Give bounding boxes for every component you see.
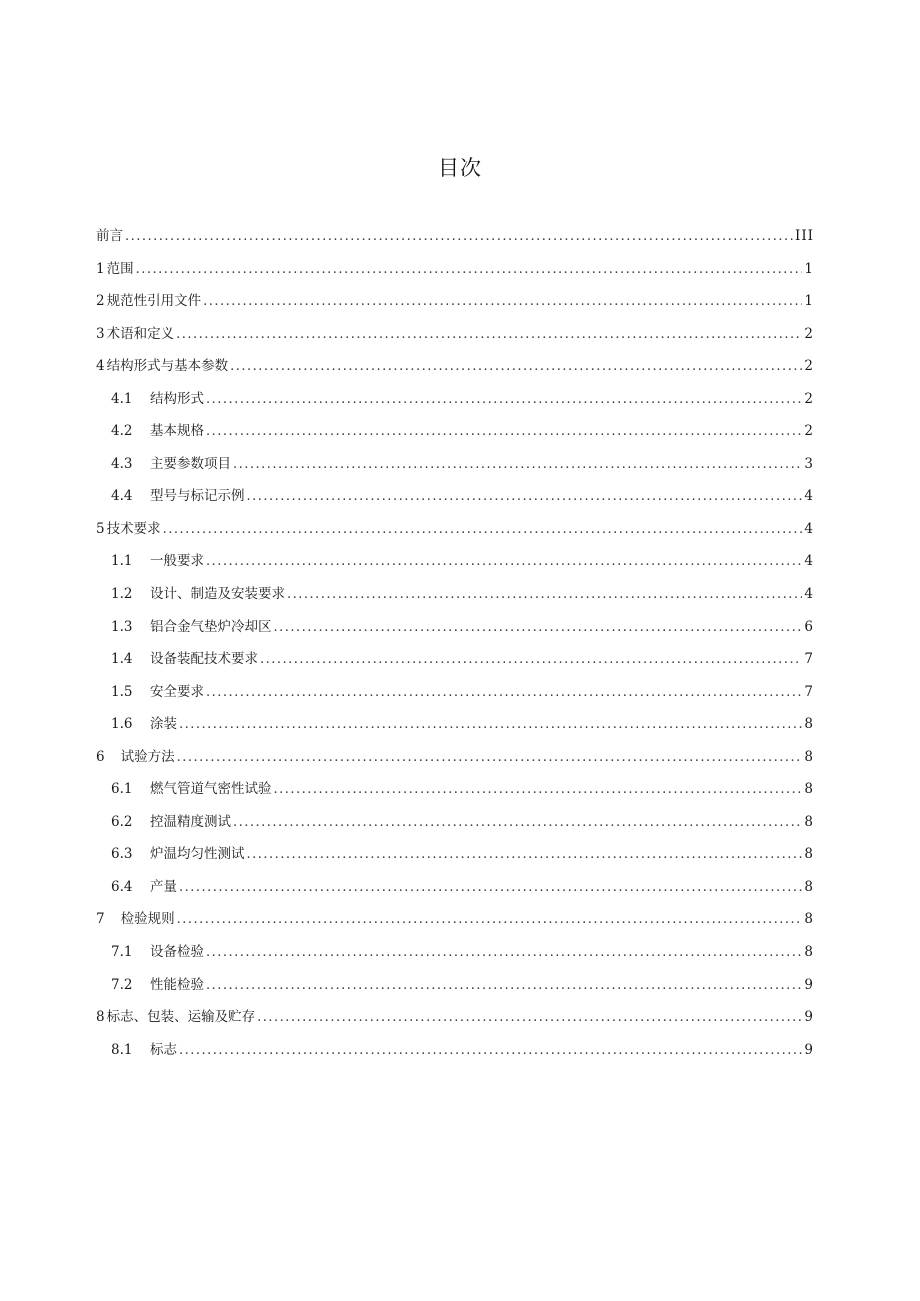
toc-dot-leader — [206, 685, 802, 700]
toc-entry-page: 4 — [804, 520, 814, 537]
toc-entry-page: 8 — [804, 944, 814, 961]
toc-entry-label: 结构形式与基本参数 — [106, 358, 229, 375]
toc-entry-number: 6 — [96, 748, 105, 765]
toc-entry-number: 4.2 — [111, 423, 133, 440]
toc-entry-page: 2 — [804, 358, 814, 375]
toc-entry-label: 术语和定义 — [106, 325, 175, 342]
toc-entry-page: 4 — [804, 488, 814, 505]
toc-entry[interactable] — [96, 289, 814, 322]
toc-entry-page: III — [795, 228, 814, 244]
toc-dot-leader — [206, 424, 802, 439]
toc-entry-page: 7 — [804, 651, 814, 668]
toc-entry[interactable] — [96, 1005, 814, 1038]
toc-dot-leader — [203, 294, 802, 309]
toc-entry-number: 1.2 — [111, 586, 133, 603]
toc-entry-label: 铝合金气垫炉冷却区 — [150, 618, 272, 635]
toc-entry-number: 8 — [96, 1009, 105, 1026]
toc-entry-page: 8 — [804, 716, 814, 733]
toc-entry-label: 燃气管道气密性试验 — [150, 781, 272, 798]
toc-entry-page: 2 — [804, 390, 814, 407]
toc-dot-leader — [136, 262, 803, 277]
toc-entry-label: 基本规格 — [150, 423, 204, 440]
toc-entry-page: 2 — [804, 423, 814, 440]
toc-entry-label: 技术要求 — [106, 520, 161, 537]
toc-entry-number: 1.6 — [111, 716, 133, 733]
toc-entry-label: 安全要求 — [150, 683, 204, 700]
toc-dot-leader — [257, 1010, 802, 1025]
toc-entry-page: 9 — [804, 1041, 814, 1058]
toc-entry-number: 1.3 — [111, 618, 133, 635]
toc-entry-number: 8.1 — [111, 1041, 133, 1058]
toc-entry[interactable] — [96, 647, 814, 680]
toc-dot-leader — [176, 327, 802, 342]
toc-entry-page: 9 — [804, 1009, 814, 1026]
toc-entry[interactable] — [96, 484, 814, 517]
toc-entry[interactable] — [96, 907, 814, 940]
toc-entry-number: 4 — [96, 358, 105, 375]
toc-entry-label: 性能检验 — [150, 976, 204, 993]
toc-entry-page: 8 — [804, 846, 814, 863]
toc-entry[interactable] — [96, 517, 814, 550]
toc-entry-page: 8 — [804, 878, 814, 895]
toc-dot-leader — [233, 815, 802, 830]
toc-entry[interactable] — [96, 1038, 814, 1071]
toc-dot-leader — [179, 717, 802, 732]
toc-entry-label: 前言 — [96, 228, 123, 244]
toc-entry-label: 产量 — [150, 878, 177, 895]
toc-entry-number: 4.1 — [111, 390, 133, 407]
toc-entry-number: 1 — [96, 260, 105, 277]
toc-entry-label: 主要参数项目 — [150, 455, 231, 472]
toc-entry-page: 8 — [804, 781, 814, 798]
toc-entry[interactable] — [96, 680, 814, 713]
toc-dot-leader — [177, 750, 803, 765]
toc-dot-leader — [274, 782, 803, 797]
toc-dot-leader — [206, 978, 802, 993]
toc-entry-page: 6 — [804, 618, 814, 635]
toc-dot-leader — [206, 554, 802, 569]
toc-entry-page: 1 — [804, 293, 814, 310]
toc-entry-page: 8 — [804, 748, 814, 765]
toc-dot-leader — [287, 587, 802, 602]
toc-entry-number: 2 — [96, 293, 105, 310]
toc-entry[interactable] — [96, 419, 814, 452]
toc-entry-number: 6.4 — [111, 878, 133, 895]
toc-title: 目次 — [438, 156, 482, 180]
toc-entry-label: 设备装配技术要求 — [150, 651, 258, 668]
toc-entry[interactable] — [96, 224, 814, 257]
toc-entry[interactable] — [96, 842, 814, 875]
toc-entry-label: 标志、包装、运输及贮存 — [106, 1009, 256, 1026]
toc-dot-leader — [163, 522, 803, 537]
toc-entry-label: 范围 — [106, 260, 134, 277]
toc-entry[interactable] — [96, 257, 814, 290]
toc-entry-label: 炉温均匀性测试 — [150, 846, 245, 863]
toc-entry[interactable] — [96, 940, 814, 973]
toc-entry-number: 1.1 — [111, 553, 133, 570]
toc-entry[interactable] — [96, 810, 814, 843]
toc-entry[interactable] — [96, 387, 814, 420]
toc-entry[interactable] — [96, 615, 814, 648]
toc-dot-leader — [233, 457, 802, 472]
toc-entry-page: 1 — [804, 260, 814, 277]
toc-entry[interactable] — [96, 973, 814, 1006]
toc-entry-label: 设备检验 — [150, 944, 204, 961]
toc-entry[interactable] — [96, 875, 814, 908]
toc-entry-page: 9 — [804, 976, 814, 993]
toc-entry-number: 5 — [96, 520, 105, 537]
toc-entry-label: 一般要求 — [150, 553, 204, 570]
toc-entry-label: 型号与标记示例 — [150, 488, 245, 505]
toc-entry-number: 4.4 — [111, 488, 133, 505]
toc-entry-label: 试验方法 — [120, 748, 175, 765]
toc-entry-number: 6.1 — [111, 781, 133, 798]
toc-dot-leader — [260, 652, 802, 667]
toc-dot-leader — [206, 392, 802, 407]
toc-entry-number: 7.1 — [111, 944, 133, 961]
toc-entry-number: 1.4 — [111, 651, 133, 668]
toc-entry-label: 结构形式 — [150, 390, 204, 407]
toc-entry-page: 8 — [804, 813, 814, 830]
toc-entry-label: 涂装 — [150, 716, 177, 733]
toc-entry[interactable] — [96, 322, 814, 355]
toc-dot-leader — [230, 359, 802, 374]
toc-entry-page: 8 — [804, 911, 814, 928]
toc-entry-label: 规范性引用文件 — [106, 293, 202, 310]
toc-entry-page: 4 — [804, 586, 814, 603]
toc-entry-number: 7.2 — [111, 976, 133, 993]
toc-entry-number: 4.3 — [111, 455, 133, 472]
toc-entry-number: 6.2 — [111, 813, 133, 830]
toc-dot-leader — [206, 945, 802, 960]
toc-entry[interactable] — [96, 549, 814, 582]
toc-entry-number: 3 — [96, 325, 105, 342]
toc-entry-page: 7 — [804, 683, 814, 700]
toc-entry[interactable] — [96, 452, 814, 485]
toc-dot-leader — [247, 847, 803, 862]
toc-entry[interactable] — [96, 777, 814, 810]
toc-entry-label: 控温精度测试 — [150, 813, 231, 830]
toc-dot-leader — [125, 229, 793, 244]
toc-entry[interactable] — [96, 745, 814, 778]
toc-entry[interactable] — [96, 712, 814, 745]
toc-entry-label: 检验规则 — [120, 911, 175, 928]
toc-entry-page: 2 — [804, 325, 814, 342]
toc-entry-page: 3 — [804, 455, 814, 472]
toc-entry[interactable] — [96, 582, 814, 615]
toc-list — [96, 224, 814, 1070]
toc-dot-leader — [179, 1043, 802, 1058]
toc-entry-number: 7 — [96, 911, 105, 928]
toc-dot-leader — [274, 620, 803, 635]
toc-entry-number: 1.5 — [111, 683, 133, 700]
toc-dot-leader — [179, 880, 802, 895]
toc-entry-page: 4 — [804, 553, 814, 570]
toc-entry-label: 设计、制造及安装要求 — [150, 586, 285, 603]
toc-entry-number: 6.3 — [111, 846, 133, 863]
toc-dot-leader — [177, 912, 803, 927]
toc-entry-label: 标志 — [150, 1041, 177, 1058]
toc-entry[interactable] — [96, 354, 814, 387]
toc-dot-leader — [247, 489, 803, 504]
